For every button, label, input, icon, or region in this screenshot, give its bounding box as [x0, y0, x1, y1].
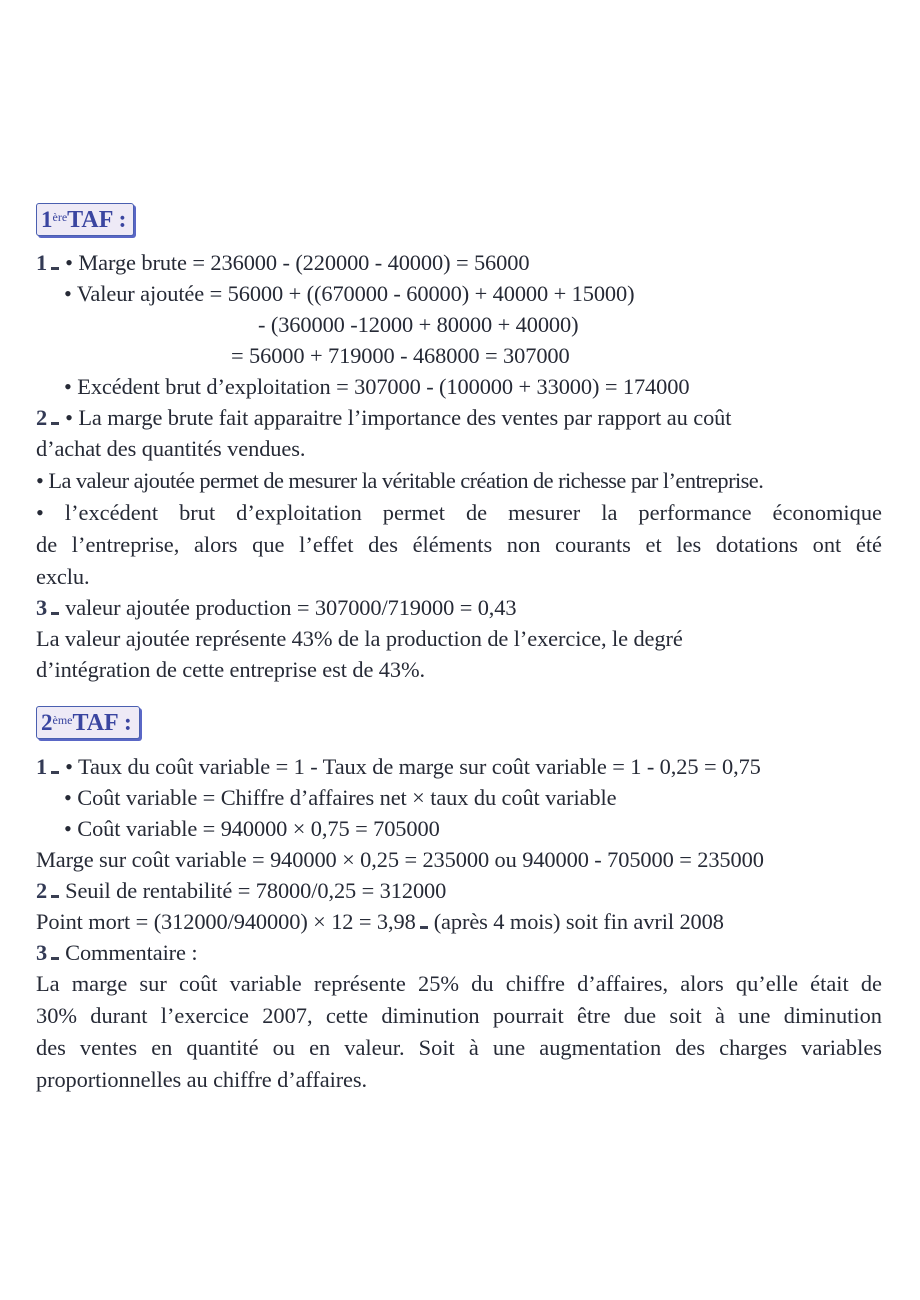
- taf2-q2-line1: [36, 876, 446, 906]
- taf1-q1-line5: • Excédent brut d’exploitation = 307000 - (100000 + 33000) = 174000: [64, 374, 690, 399]
- taf2-q2-separator: [51, 895, 59, 898]
- taf1-q1-text1: • Marge brute = 236000 - (220000 - 40000) = 56000: [65, 250, 530, 275]
- taf2-q1-text1: • Taux du coût variable = 1 - Taux de marge sur coût variable = 1 - 0,25 = 0,75: [65, 754, 761, 779]
- taf1-q2-number: 2: [36, 405, 48, 430]
- taf2-q3-line4: des ventes en quantité ou en valeur. Soit à une augmentation des charges variables: [36, 1035, 882, 1060]
- taf1-q1-line1: [36, 248, 529, 278]
- taf2-heading-number: 2: [41, 710, 53, 735]
- taf2-q3-line5: proportionnelles au chiffre d’affaires.: [36, 1067, 367, 1092]
- taf2-q3-separator: [51, 957, 59, 960]
- taf1-q2-text1: • La marge brute fait apparaitre l’importance des ventes par rapport au coût: [65, 405, 732, 430]
- taf1-heading-suffix: ère: [52, 210, 68, 224]
- taf1-q1-separator: [51, 267, 59, 270]
- taf1-heading-box: [36, 203, 134, 236]
- taf1-q3-line2: La valeur ajoutée représente 43% de la production de l’exercice, le degré: [36, 626, 683, 651]
- taf1-q3-number: 3: [36, 595, 48, 620]
- taf2-q3-line1: [36, 938, 198, 968]
- taf2-q3-line3: 30% durant l’exercice 2007, cette diminution pourrait être due soit à une diminution: [36, 1003, 882, 1028]
- taf2-q2-text1: Seuil de rentabilité = 78000/0,25 = 312000: [65, 878, 447, 903]
- taf1-q1-line4: = 56000 + 719000 - 468000 = 307000: [231, 343, 570, 368]
- taf1-q1-number: 1: [36, 250, 48, 275]
- taf2-q2-separator2: [420, 926, 428, 929]
- taf2-q3-line2: La marge sur coût variable représente 25% du chiffre d’affaires, alors qu’elle était de: [36, 971, 882, 996]
- taf1-q2-line1: [36, 403, 731, 433]
- taf1-q2-line6: exclu.: [36, 564, 90, 589]
- taf2-q1-separator: [51, 771, 59, 774]
- taf2-q1-number: 1: [36, 754, 48, 779]
- taf2-q2-line2: [36, 907, 724, 937]
- taf1-q2-line5: de l’entreprise, alors que l’effet des éléments non courants et les dotations ont été: [36, 532, 882, 557]
- taf2-q1-line1: [36, 752, 761, 782]
- taf1-q1-line3: - (360000 -12000 + 80000 + 40000): [258, 312, 579, 337]
- taf1-q2-line4: • l’excédent brut d’exploitation permet de mesurer la performance économique: [36, 500, 882, 525]
- taf1-q2-line2: d’achat des quantités vendues.: [36, 436, 306, 461]
- taf2-q2-text2a: Point mort = (312000/940000) × 12 = 3,98: [36, 909, 416, 934]
- taf2-q3-number: 3: [36, 940, 48, 965]
- taf1-q3-line1: [36, 593, 517, 623]
- taf1-q3-line3: d’intégration de cette entreprise est de 43%.: [36, 657, 426, 682]
- taf2-heading-box: [36, 706, 140, 739]
- taf2-q2-number: 2: [36, 878, 48, 903]
- taf1-heading-label: TAF :: [67, 207, 127, 233]
- taf2-q1-line4: Marge sur coût variable = 940000 × 0,25 = 235000 ou 940000 - 705000 = 235000: [36, 847, 764, 872]
- taf1-q2-separator: [51, 422, 59, 425]
- taf2-heading-label: TAF :: [72, 710, 132, 736]
- taf2-q1-line2: • Coût variable = Chiffre d’affaires net × taux du coût variable: [64, 785, 617, 810]
- taf1-heading-number: 1: [41, 207, 53, 232]
- taf2-q3-text1: Commentaire :: [65, 940, 198, 965]
- taf2-heading-suffix: ème: [52, 713, 73, 727]
- taf1-q3-text1: valeur ajoutée production = 307000/719000 = 0,43: [65, 595, 517, 620]
- taf1-q1-line2: • Valeur ajoutée = 56000 + ((670000 - 60000) + 40000 + 15000): [64, 281, 635, 306]
- taf1-q2-line3: • La valeur ajoutée permet de mesurer la véritable création de richesse par l’entreprise.: [36, 468, 764, 493]
- taf1-q3-separator: [51, 612, 59, 615]
- taf2-q2-text2b: (après 4 mois) soit fin avril 2008: [433, 909, 724, 934]
- taf2-q1-line3: • Coût variable = 940000 × 0,75 = 705000: [64, 816, 440, 841]
